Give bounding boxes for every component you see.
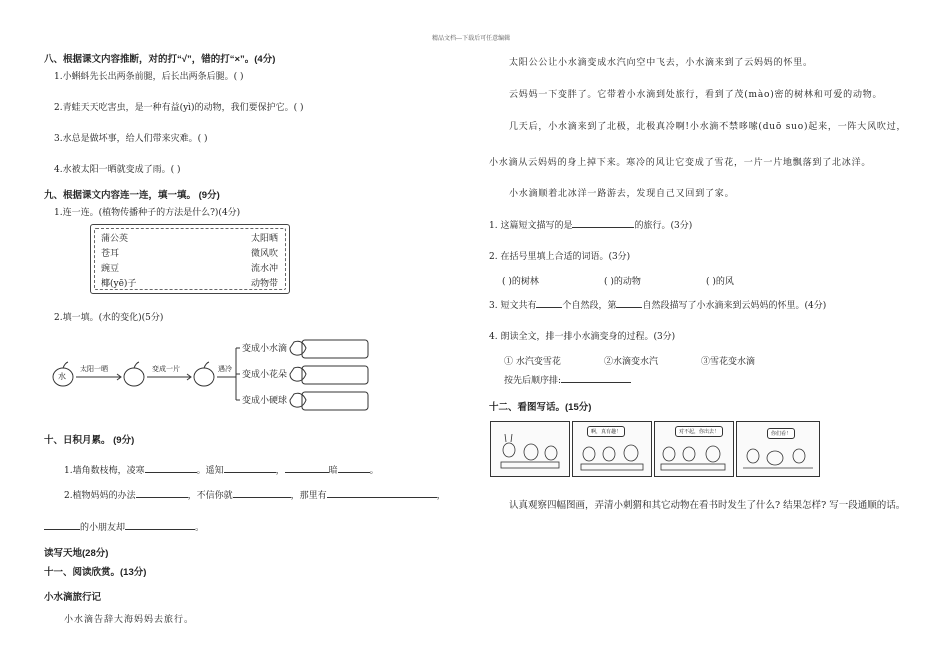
s10-line-3: [44, 520, 204, 533]
blank[interactable]: [44, 521, 80, 530]
s9-q1: 1.连一连。(植物传播种子的方法是什么?)(4分): [54, 208, 241, 218]
s10-l2b: ，不信你就: [187, 491, 233, 501]
blank[interactable]: [338, 464, 370, 473]
s9-q2: 2.填一填。(水的变化)(5分): [54, 313, 164, 323]
comic-panel-2: [572, 421, 652, 477]
s10-l3end: 。: [195, 523, 205, 533]
blank[interactable]: [136, 489, 188, 498]
blank[interactable]: [572, 219, 634, 228]
method-4: 动物带: [251, 279, 279, 289]
s10-l1c: ，: [275, 466, 285, 476]
s10-l2c: ，那里有: [290, 491, 327, 501]
blank[interactable]: [145, 464, 197, 473]
r-q1b: 的旅行。(3分): [634, 221, 693, 231]
read-write-title: 读写天地(28分): [44, 548, 109, 559]
section-10-title: 十、日积月累。 (9分): [44, 435, 135, 446]
blank[interactable]: [285, 464, 329, 473]
speech-bubble-3: 你们看！: [767, 428, 795, 439]
r-q3: [489, 298, 826, 311]
story-p4a: 几天后，小水滴来到了北极，北极真冷啊!小水滴不禁哆嗦(duō suo)起来，一阵大风吹过，: [509, 122, 907, 132]
story-p4b: 小水滴从云妈妈的身上掉下来。寒冷的风让它变成了雪花，一片一片地飘落到了北冰洋。: [489, 158, 872, 168]
method-2: 微风吹: [251, 249, 279, 259]
writing-prompt: 认真观察四幅图画，弄清小刺猬和其它动物在看书时发生了什么? 结果怎样? 写一段通顺的话。: [509, 500, 906, 511]
s8-item-3: 3.水总是做坏事，给人们带来灾难。( ): [54, 134, 208, 144]
section-11-title: 十一、阅读欣赏。(13分): [44, 567, 147, 578]
arrow-label-3: 遇冷: [218, 365, 232, 373]
section-9-title: 九、根据课文内容连一连，填一填。 (9分): [44, 190, 220, 201]
blank[interactable]: [561, 374, 631, 383]
speech-bubble-1: 啊，真有趣！: [587, 426, 625, 437]
s10-l3: 的小朋友却: [80, 523, 126, 533]
r-q4: 4. 朗读全文，排一排小水滴变身的过程。(3分): [489, 332, 676, 342]
s10-l2a: 2.植物妈妈的办法: [64, 491, 136, 501]
story-title: 小水滴旅行记: [44, 592, 102, 603]
r-blank-1[interactable]: ( )的树林: [502, 277, 539, 287]
branch-3: 变成小硬球: [242, 396, 288, 406]
section-12-title: 十二、看图写话。(15分): [489, 402, 592, 413]
blank[interactable]: [327, 489, 437, 498]
speech-bubble-2: 对不起，你出去！: [675, 426, 723, 437]
s10-l2d: ，: [436, 491, 446, 501]
r-order: [504, 373, 631, 386]
s10-l1b: 。遥知: [196, 466, 224, 476]
r-q3b: 个自然段，第: [562, 301, 617, 311]
branch-1: 变成小水滴: [242, 344, 288, 354]
plant-3: 豌豆: [101, 264, 120, 274]
method-1: 太阳晒: [251, 234, 279, 244]
plant-1: 蒲公英: [101, 234, 129, 244]
r-q1: [489, 218, 692, 231]
r-q1a: 1. 这篇短文描写的是: [489, 221, 573, 231]
story-p3: 云妈妈一下变胖了。它带着小水滴到处旅行，看到了茂(mào)密的树林和可爱的动物。: [509, 90, 883, 100]
story-p5: 小水滴顺着北冰洋一路游去，发现自己又回到了家。: [509, 189, 735, 199]
blank[interactable]: [125, 521, 195, 530]
s8-item-2: 2.青蛙天天吃害虫，是一种有益(yì)的动物，我们要保护它。( ): [54, 103, 304, 113]
blank[interactable]: [233, 489, 291, 498]
arrow-label-1: 太阳一晒: [80, 365, 108, 373]
method-3: 流水冲: [251, 264, 279, 274]
r-opt-3: ③雪花变水滴: [701, 357, 756, 367]
s10-line-2: [64, 488, 446, 501]
r-blank-3[interactable]: ( )的风: [706, 277, 734, 287]
blank[interactable]: [616, 299, 642, 308]
branch-2: 变成小花朵: [242, 370, 288, 380]
r-q3a: 3. 短文共有: [489, 301, 537, 311]
arrow-label-2: 变成一片: [152, 365, 180, 373]
s10-l1d: 暗: [328, 466, 338, 476]
r-q2: 2. 在括号里填上合适的词语。(3分): [489, 252, 631, 262]
comic-panel-1: [490, 421, 570, 477]
section-8-title: 八、根据课文内容推断，对的打“√”，错的打“×”。(4分): [44, 54, 276, 65]
r-blank-2[interactable]: ( )的动物: [604, 277, 641, 287]
s8-item-4: 4.水被太阳一晒就变成了雨。( ): [54, 165, 181, 175]
s10-l1e: 。: [369, 466, 379, 476]
s10-l1a: 1.墙角数枝梅，凌寒: [64, 466, 145, 476]
story-p1: 小水滴告辞大海妈妈去旅行。: [64, 615, 195, 625]
water-label: 水: [58, 372, 66, 381]
panel-1-drawing: [491, 422, 569, 476]
r-opt-2: ②水滴变水汽: [604, 357, 659, 367]
s10-line-1: [64, 463, 379, 476]
s8-item-1: 1.小蝌蚪先长出两条前腿，后长出两条后腿。( ): [54, 72, 244, 82]
plant-4: 椰(yē)子: [101, 279, 137, 289]
blank[interactable]: [536, 299, 562, 308]
page-header-note: 精品文档---下载后可任意编辑: [432, 35, 511, 42]
comic-panel-3: [654, 421, 734, 477]
r-opt-1: ① 水汽变雪花: [504, 357, 561, 367]
r-q3c: 自然段描写了小水滴来到云妈妈的怀里。(4分): [642, 301, 827, 311]
plant-2: 苍耳: [101, 249, 120, 259]
comic-panel-4: [736, 421, 820, 477]
blank[interactable]: [224, 464, 276, 473]
story-p2: 太阳公公让小水滴变成水汽向空中飞去，小水滴来到了云妈妈的怀里。: [509, 58, 813, 68]
r-order-label: 按先后顺序排:: [504, 376, 562, 386]
